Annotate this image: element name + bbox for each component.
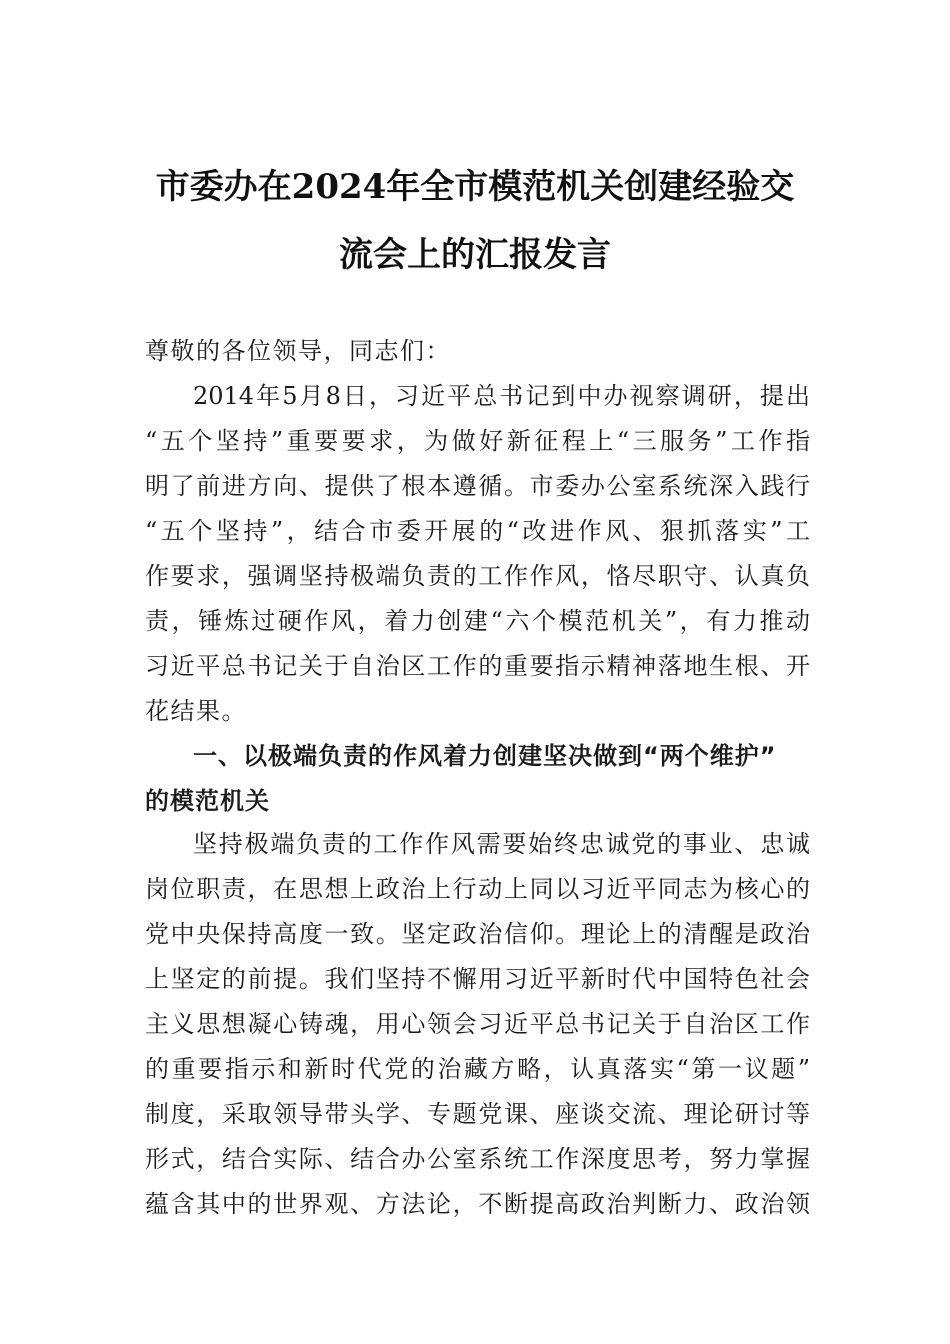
intro-line: 花结果。 — [145, 697, 247, 725]
section-line: 岗位职责，在思想上政治上行动上同以习近平同志为核心的 — [145, 875, 810, 903]
section-line: 制度，采取领导带头学、专题党课、座谈交流、理论研讨等 — [145, 1100, 810, 1128]
intro-line: “五个坚持”，结合市委开展的“改进作风、狠抓落实”工 — [145, 517, 810, 545]
document-title-line-2: 流会上的汇报发言 — [339, 235, 611, 275]
section-heading: 的模范机关 — [145, 787, 270, 815]
intro-line: 2014年5月8日，习近平总书记到中办视察调研，提出 — [193, 382, 810, 410]
section-line: 坚持极端负责的工作作风需要始终忠诚党的事业、忠诚 — [193, 830, 810, 858]
intro-line: “五个坚持”重要要求，为做好新征程上“三服务”工作指 — [145, 427, 810, 455]
intro-line: 责，锤炼过硬作风，着力创建“六个模范机关”，有力推动 — [145, 607, 810, 635]
section-line: 的重要指示和新时代党的治藏方略，认真落实“第一议题” — [145, 1055, 810, 1083]
section-line: 形式，结合实际、结合办公室系统工作深度思考，努力掌握 — [145, 1145, 810, 1173]
section-heading: 一、以极端负责的作风着力创建坚决做到“两个维护” — [193, 742, 777, 770]
section-line: 蕴含其中的世界观、方法论，不断提高政治判断力、政治领 — [145, 1190, 810, 1218]
intro-line: 明了前进方向、提供了根本遵循。市委办公室系统深入践行 — [145, 472, 810, 500]
section-line: 主义思想凝心铸魂，用心领会习近平总书记关于自治区工作 — [145, 1010, 810, 1038]
document-title-line-1: 市委办在2024年全市模范机关创建经验交 — [155, 167, 795, 207]
intro-line: 作要求，强调坚持极端负责的工作作风，恪尽职守、认真负 — [145, 562, 810, 590]
intro-line: 习近平总书记关于自治区工作的重要指示精神落地生根、开 — [145, 652, 810, 680]
salutation: 尊敬的各位领导，同志们： — [145, 337, 451, 365]
section-line: 上坚定的前提。我们坚持不懈用习近平新时代中国特色社会 — [145, 965, 810, 993]
section-line: 党中央保持高度一致。坚定政治信仰。理论上的清醒是政治 — [145, 920, 810, 948]
